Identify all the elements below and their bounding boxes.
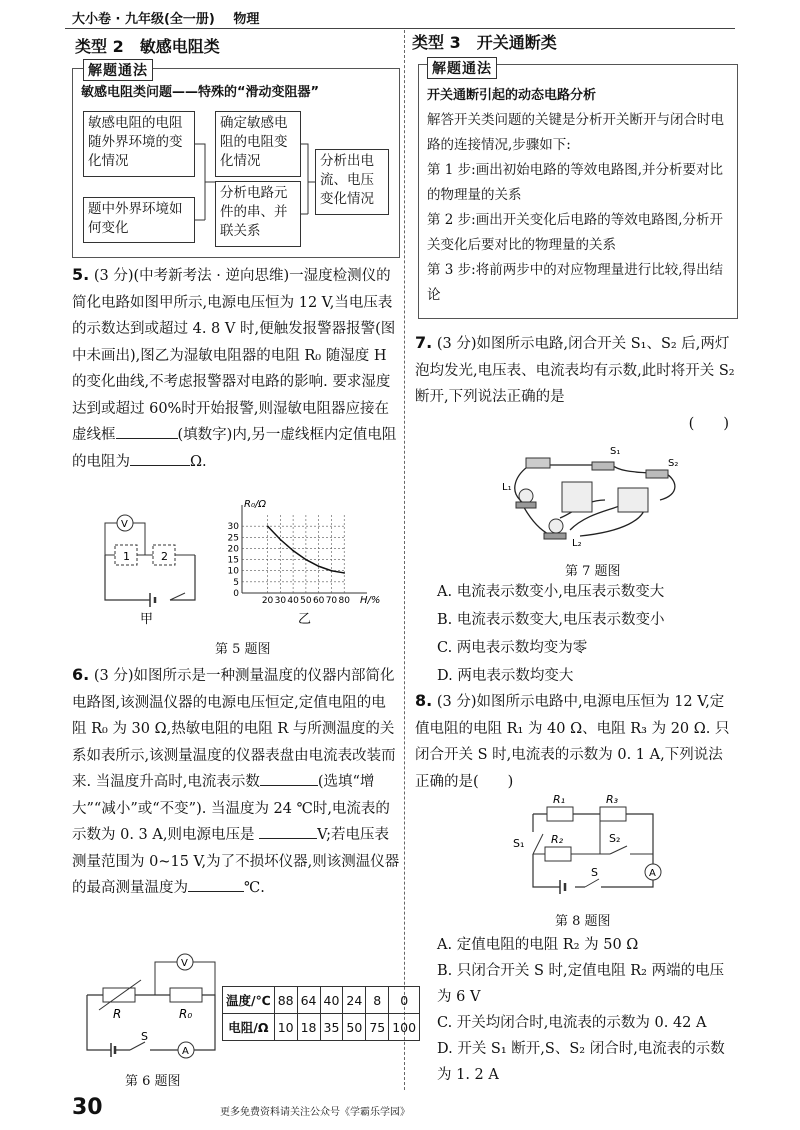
q8-option-c[interactable]: C. 开关均闭合时,电流表的示数为 0. 42 A <box>437 1015 707 1031</box>
q5-caption: 第 5 题图 <box>215 642 271 657</box>
ammeter-device-icon <box>562 482 592 512</box>
svg-text:L₂: L₂ <box>572 538 582 549</box>
table-row: 温度/℃ 88 64 40 24 8 0 <box>223 987 420 1014</box>
q7-answer-paren[interactable]: ( ) <box>688 415 729 432</box>
switch-s <box>585 879 599 887</box>
q8-text: (3 分)如图所示电路中,电源电压恒为 12 V,定值电阻的电阻 R₁ 为 40 Ω、电阻 R₃ 为 20 Ω. 只闭合开关 S 时,电流表的示数为 0. 1 A,下列说法正确的是( ) <box>415 694 730 790</box>
chart-x-tick: 30 <box>274 596 287 606</box>
svg-text:R₀: R₀ <box>179 1007 193 1021</box>
method-line: 敏感电阻类问题——特殊的“滑动变阻器” <box>81 85 320 100</box>
q5-number: 5. <box>72 265 90 284</box>
method-box-left <box>72 63 400 258</box>
q6-blank-2[interactable] <box>259 838 317 839</box>
footer-note: 更多免费资料请关注公众号《学霸乐学园》 <box>220 1107 410 1118</box>
q8-circuit <box>505 792 685 904</box>
method-step-2: 第 2 步:画出开关变化后电路的等效电路图,分析开关变化后要对比的物理量的关系 <box>427 212 724 253</box>
q7-option-d[interactable]: D. 两电表示数均变大 <box>437 668 574 684</box>
switch-s2 <box>610 846 627 854</box>
svg-text:L₁: L₁ <box>502 482 512 493</box>
q8-option-d[interactable]: D. 开关 S₁ 断开,S、S₂ 闭合时,电流表的示数为 1. 2 A <box>437 1041 725 1083</box>
chart-x-tick: 60 <box>312 596 325 606</box>
chart-y-tick: 25 <box>227 533 239 544</box>
chart-point <box>331 570 333 572</box>
q7-option-c[interactable]: C. 两电表示数均变为零 <box>437 640 588 656</box>
chart-point <box>318 565 320 567</box>
voltmeter-label: V <box>121 519 128 530</box>
svg-text:V: V <box>181 958 188 969</box>
resistor-r3 <box>600 807 626 821</box>
q7-circuit-photo <box>500 440 700 558</box>
svg-text:S₁: S₁ <box>610 446 621 457</box>
svg-text:S₁: S₁ <box>513 837 525 850</box>
chart-x-tick: 40 <box>287 596 299 606</box>
svg-text:R₂: R₂ <box>551 833 564 846</box>
method-step-3: 第 3 步:将前两步中的对应物理量进行比较,得出结论 <box>427 262 724 303</box>
chart-curve <box>268 526 345 573</box>
svg-text:S: S <box>591 866 598 879</box>
bulb-l2-icon <box>549 519 563 533</box>
q8-option-a[interactable]: A. 定值电阻的电阻 R₂ 为 50 Ω <box>437 937 639 953</box>
chart-x-tick: 70 <box>325 596 338 606</box>
flow-connectors <box>73 69 399 257</box>
switch-s1 <box>533 834 543 854</box>
svg-text:A: A <box>182 1046 189 1057</box>
box-1-label: 1 <box>123 550 130 563</box>
method-title-right: 开关通断引起的动态电路分析 <box>427 88 597 103</box>
chart-x-tick: 80 <box>338 596 350 606</box>
page-number: 30 <box>72 1095 103 1120</box>
svg-text:R₃: R₃ <box>606 793 619 806</box>
svg-text:S₂: S₂ <box>668 458 679 469</box>
battery-icon <box>526 458 550 468</box>
chart-point <box>343 572 345 574</box>
q6-text-4: ℃. <box>244 880 265 896</box>
q7-options <box>437 578 737 690</box>
svg-text:S₂: S₂ <box>609 832 621 845</box>
q6-text: (3 分)如图所示是一种测量温度的仪器内部简化电路图,该测温仪器的电源电压恒定,定值电阻的电阻 R₀ 为 30 Ω,热敏电阻的电阻 R 与所测温度的关系如表所示,该测量温度的仪器表盘由电流表改装而来. 当温度升高时,电流表示数 <box>72 668 396 790</box>
q8-number: 8. <box>415 691 433 710</box>
q6-table <box>222 986 420 1041</box>
svg-text:A: A <box>649 868 656 879</box>
column-divider <box>404 30 405 1090</box>
q6-number: 6. <box>72 665 90 684</box>
chart-x-tick: 50 <box>300 596 312 606</box>
chart-y-tick: 0 <box>233 589 239 599</box>
method-step-1: 第 1 步:画出初始电路的等效电路图,并分析要对比的物理量的关系 <box>427 162 724 203</box>
method-intro: 解答开关类问题的关键是分析开关断开与闭合时电路的连接情况,步骤如下: <box>427 112 724 153</box>
q5-text-3: Ω. <box>190 453 207 470</box>
switch-s1-icon <box>592 462 614 470</box>
method-content <box>427 83 731 308</box>
chart-y-tick: 20 <box>227 544 239 555</box>
q7-option-a[interactable]: A. 电流表示数变小,电压表示数变大 <box>437 584 665 600</box>
switch-s2-icon <box>646 470 668 478</box>
book-title: 大小卷 · 九年级(全一册) <box>72 12 215 27</box>
q6-text-2: (选填“增大”“减小”或“不变”). 当温度为 24 ℃时,电流表的示数为 0. 3 A,则电源电压是 <box>72 774 390 843</box>
chart-y-tick: 15 <box>227 555 239 566</box>
fig-jia-label: 甲 <box>140 612 154 627</box>
q6-circuit <box>75 950 225 1065</box>
table-row: 电阻/Ω 10 18 35 50 75 100 <box>223 1014 420 1041</box>
question-8 <box>415 688 737 795</box>
q5-blank-2[interactable] <box>130 465 190 466</box>
chart-point <box>305 559 307 561</box>
resistor-r1 <box>547 807 573 821</box>
resistor-r2 <box>545 847 571 861</box>
q5-chart-yi <box>210 495 400 630</box>
header-rule <box>65 28 735 29</box>
bulb-l1-icon <box>519 489 533 503</box>
method-box-right <box>418 61 738 319</box>
q6-blank-1[interactable] <box>260 785 318 786</box>
method-tag: 解题通法 <box>83 59 153 81</box>
chart-y-tick: 30 <box>227 522 239 533</box>
svg-text:R: R <box>113 1007 122 1021</box>
section-title-type2: 类型 2 敏感电阻类 <box>75 37 220 56</box>
subject: 物理 <box>233 12 260 27</box>
q7-number: 7. <box>415 333 433 352</box>
switch-S <box>130 1042 145 1050</box>
chart-ylabel: R₀/Ω <box>244 499 266 510</box>
q5-circuit-jia <box>95 505 205 630</box>
question-5 <box>72 262 400 475</box>
method-tag-right: 解题通法 <box>427 57 497 79</box>
q8-options <box>437 932 737 1088</box>
fig-yi-label: 乙 <box>298 612 312 627</box>
flow-box-3: 确定敏感电阻的电阻变化情况 <box>215 111 301 177</box>
q7-text: (3 分)如图所示电路,闭合开关 S₁、S₂ 后,两灯泡均发光,电压表、电流表均有示数,此时将开关 S₂ 断开,下列说法正确的是 <box>415 336 735 405</box>
svg-text:R₁: R₁ <box>553 793 566 806</box>
q5-text: (3 分)(中考新考法 · 逆向思维)一湿度检测仪的简化电路如图甲所示,电源电压恒为 12 V,当电压表的示数达到或超过 4. 8 V 时,便触发报警器报警(图中未画出),图乙为湿敏电阻器的电阻 R₀ 随湿度 H 的变化曲线,不考虑报警器对电路的影响. 要求湿度达到或超过 60%时开始报警,则湿敏电阻器应接在虚线框 <box>72 268 396 443</box>
chart-point <box>267 525 269 527</box>
chart-point <box>292 550 294 552</box>
svg-text:S: S <box>141 1030 148 1043</box>
q5-blank-1[interactable] <box>116 438 178 439</box>
flow-box-5: 分析出电流、电压变化情况 <box>315 149 389 215</box>
q7-caption: 第 7 题图 <box>565 564 621 579</box>
chart-x-tick: 20 <box>261 596 274 606</box>
chart-xlabel: H/% <box>360 595 381 606</box>
q6-text-3: V;若电压表测量范围为 0~15 V,为了不损坏仪器,则该测温仪器的最高测量温度为 <box>72 827 400 896</box>
chart-y-tick: 5 <box>233 577 239 588</box>
flow-box-2: 题中外界环境如何变化 <box>83 197 195 243</box>
chart-y-tick: 10 <box>227 566 239 577</box>
thermistor-R <box>103 988 135 1002</box>
q6-table-wrap <box>222 986 420 1041</box>
question-7 <box>415 330 735 437</box>
resistor-R0 <box>170 988 202 1002</box>
flow-box-1: 敏感电阻的电阻随外界环境的变化情况 <box>83 111 195 177</box>
page-header <box>72 8 259 27</box>
box-2-label: 2 <box>161 550 168 563</box>
question-6 <box>72 662 400 902</box>
flow-box-4: 分析电路元件的串、并联关系 <box>215 181 301 247</box>
q8-option-b[interactable]: B. 只闭合开关 S 时,定值电阻 R₂ 两端的电压为 6 V <box>437 963 725 1005</box>
q6-blank-3[interactable] <box>188 891 244 892</box>
q7-option-b[interactable]: B. 电流表示数变大,电压表示数变小 <box>437 612 665 628</box>
q8-caption: 第 8 题图 <box>555 914 611 929</box>
q5-text-2: (填数字)内,另一虚线框内定值电阻的电阻为 <box>72 427 397 470</box>
chart-point <box>280 539 282 541</box>
section-title-type3: 类型 3 开关通断类 <box>412 33 557 52</box>
q6-caption: 第 6 题图 <box>125 1074 181 1089</box>
voltmeter-device-icon <box>618 488 648 512</box>
